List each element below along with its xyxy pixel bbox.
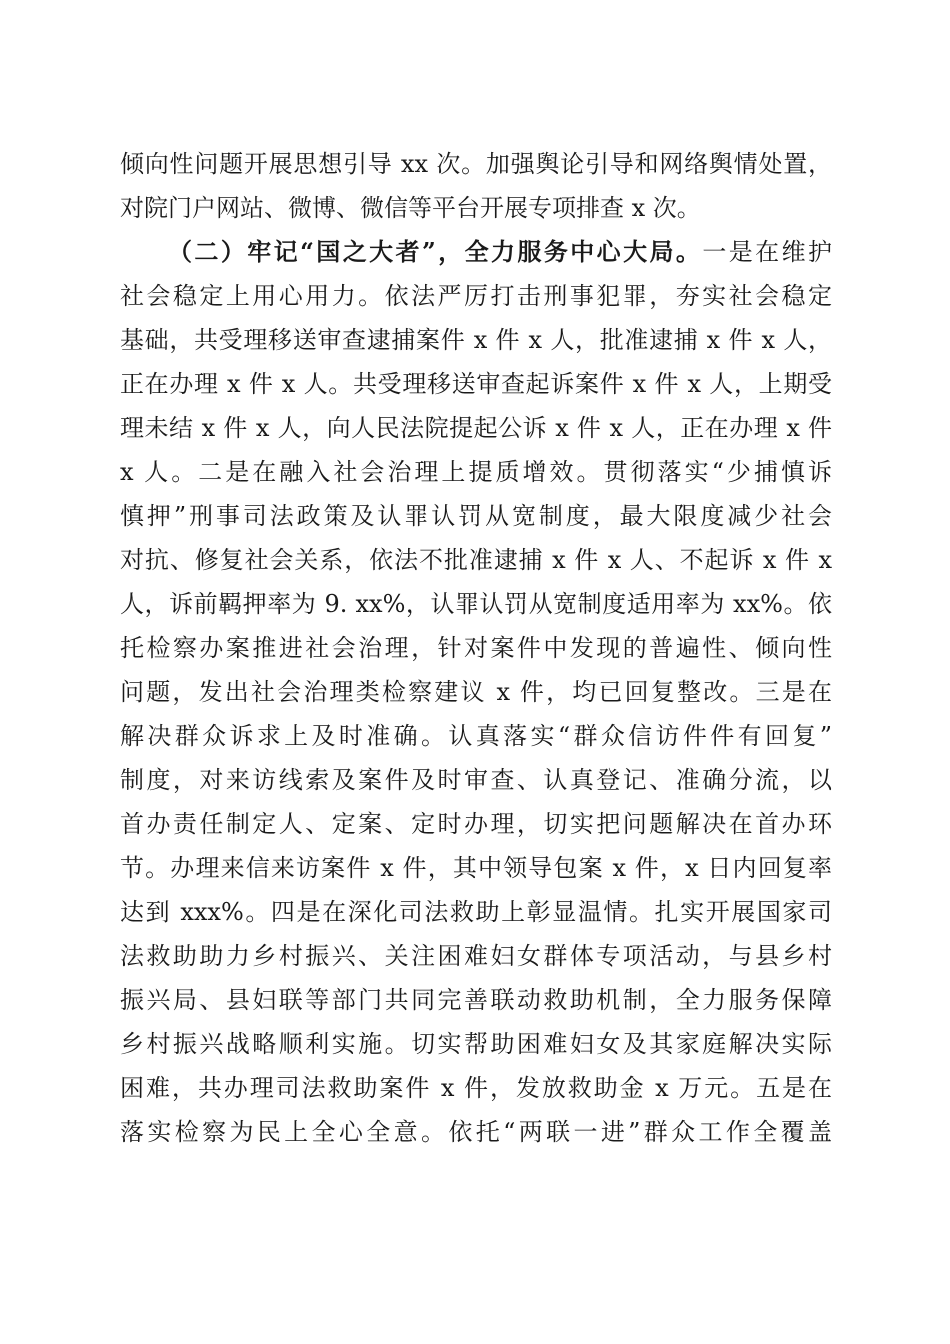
text-line: 解决群众诉求上及时准确。认真落实“群众信访件件有回复”	[120, 722, 832, 750]
text-fragment: 一是在维护	[702, 238, 832, 266]
text-line: 倾向性问题开展思想引导 xx 次。加强舆论引导和网络舆情处置，	[120, 150, 832, 178]
text-line: 法救助助力乡村振兴、关注困难妇女群体专项活动，与县乡村	[120, 942, 832, 970]
text-line: 首办责任制定人、定案、定时办理，切实把问题解决在首办环	[120, 810, 832, 838]
text-line: x 人。二是在融入社会治理上提质增效。贯彻落实“少捕慎诉	[120, 458, 832, 486]
text-line: 节。办理来信来访案件 x 件，其中领导包案 x 件，x 日内回复率	[120, 854, 832, 882]
text-line: 慎押”刑事司法政策及认罪认罚从宽制度，最大限度减少社会	[120, 502, 832, 530]
text-line: 达到 xxx%。四是在深化司法救助上彰显温情。扎实开展国家司	[120, 898, 832, 926]
document-body	[120, 142, 832, 1154]
text-line: 振兴局、县妇联等部门共同完善联动救助机制，全力服务保障	[120, 986, 832, 1014]
paragraph-1	[120, 142, 832, 230]
text-line: 社会稳定上用心用力。依法严厉打击刑事犯罪，夯实社会稳定	[120, 282, 832, 310]
paragraph-2	[120, 230, 832, 1154]
text-line: 对院门户网站、微博、微信等平台开展专项排查 x 次。	[120, 194, 701, 222]
text-line: 制度，对来访线索及案件及时审查、认真登记、准确分流，以	[120, 766, 832, 794]
text-line: 理未结 x 件 x 人，向人民法院提起公诉 x 件 x 人，正在办理 x 件	[120, 414, 832, 442]
text-line: 基础，共受理移送审查逮捕案件 x 件 x 人，批准逮捕 x 件 x 人，	[120, 326, 832, 354]
text-line: 托检察办案推进社会治理，针对案件中发现的普遍性、倾向性	[120, 634, 832, 662]
text-line: 困难，共办理司法救助案件 x 件，发放救助金 x 万元。五是在	[120, 1074, 832, 1102]
section-heading-line	[120, 230, 832, 274]
text-line: 人，诉前羁押率为 9. xx%，认罪认罚从宽制度适用率为 xx%。依	[120, 590, 832, 618]
text-line: 正在办理 x 件 x 人。共受理移送审查起诉案件 x 件 x 人，上期受	[120, 370, 832, 398]
text-line: 对抗、修复社会关系，依法不批准逮捕 x 件 x 人、不起诉 x 件 x	[120, 546, 832, 574]
text-line: 落实检察为民上全心全意。依托“两联一进”群众工作全覆盖	[120, 1118, 832, 1146]
text-line: 乡村振兴战略顺利实施。切实帮助困难妇女及其家庭解决实际	[120, 1030, 832, 1058]
text-line: 问题，发出社会治理类检察建议 x 件，均已回复整改。三是在	[120, 678, 832, 706]
section-heading: （二）牢记“国之大者”，全力服务中心大局。	[168, 237, 703, 266]
